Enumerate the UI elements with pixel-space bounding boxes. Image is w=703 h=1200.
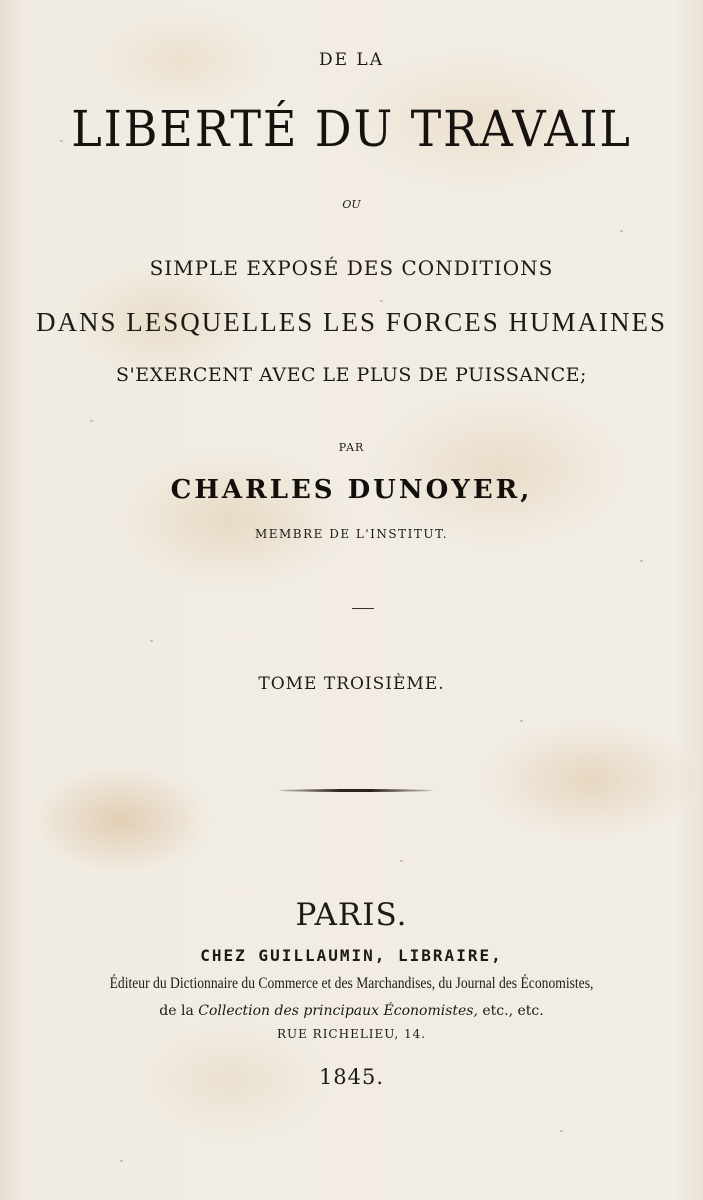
collection-prefix: de la (159, 1003, 194, 1019)
imprint-collection-line (0, 1003, 703, 1019)
subtitle-line-1: SIMPLE EXPOSÉ DES CONDITIONS (149, 256, 554, 280)
title-preposition: DE LA (318, 50, 384, 70)
paper-speck (150, 640, 153, 642)
ornamental-rule (278, 789, 433, 792)
main-title: LIBERTÉ DU TRAVAIL (71, 100, 632, 158)
imprint-city: PARIS. (295, 897, 408, 933)
paper-speck (120, 1160, 123, 1162)
subtitle-line-2: DANS LESQUELLES LES FORCES HUMAINES (35, 307, 668, 337)
author-title: MEMBRE DE L'INSTITUT. (254, 527, 449, 541)
collection-title: Collection des principaux Économistes, (198, 1003, 478, 1019)
volume-label: TOME TROISIÈME. (258, 674, 445, 694)
by-line: PAR (338, 441, 365, 454)
paper-speck (620, 230, 623, 232)
title-conjunction: OU (342, 198, 361, 211)
paper-speck (560, 1130, 563, 1132)
subtitle-line-3: S'EXERCENT AVEC LE PLUS DE PUISSANCE; (116, 364, 587, 386)
collection-suffix: etc., etc. (482, 1003, 544, 1019)
paper-speck (400, 860, 403, 862)
imprint-editor-line: Éditeur du Dictionnaire du Commerce et des Marchandises, du Journal des Économistes, (109, 975, 594, 992)
imprint-year: 1845. (318, 1065, 385, 1089)
paper-speck (380, 300, 383, 302)
paper-speck (520, 720, 523, 722)
imprint-street: RUE RICHELIEU, 14. (276, 1027, 427, 1041)
short-divider (352, 608, 374, 609)
imprint-publisher: CHEZ GUILLAUMIN, LIBRAIRE, (200, 946, 503, 965)
paper-speck (90, 420, 93, 422)
author-name: CHARLES DUNOYER, (170, 475, 533, 505)
paper-speck (640, 560, 643, 562)
